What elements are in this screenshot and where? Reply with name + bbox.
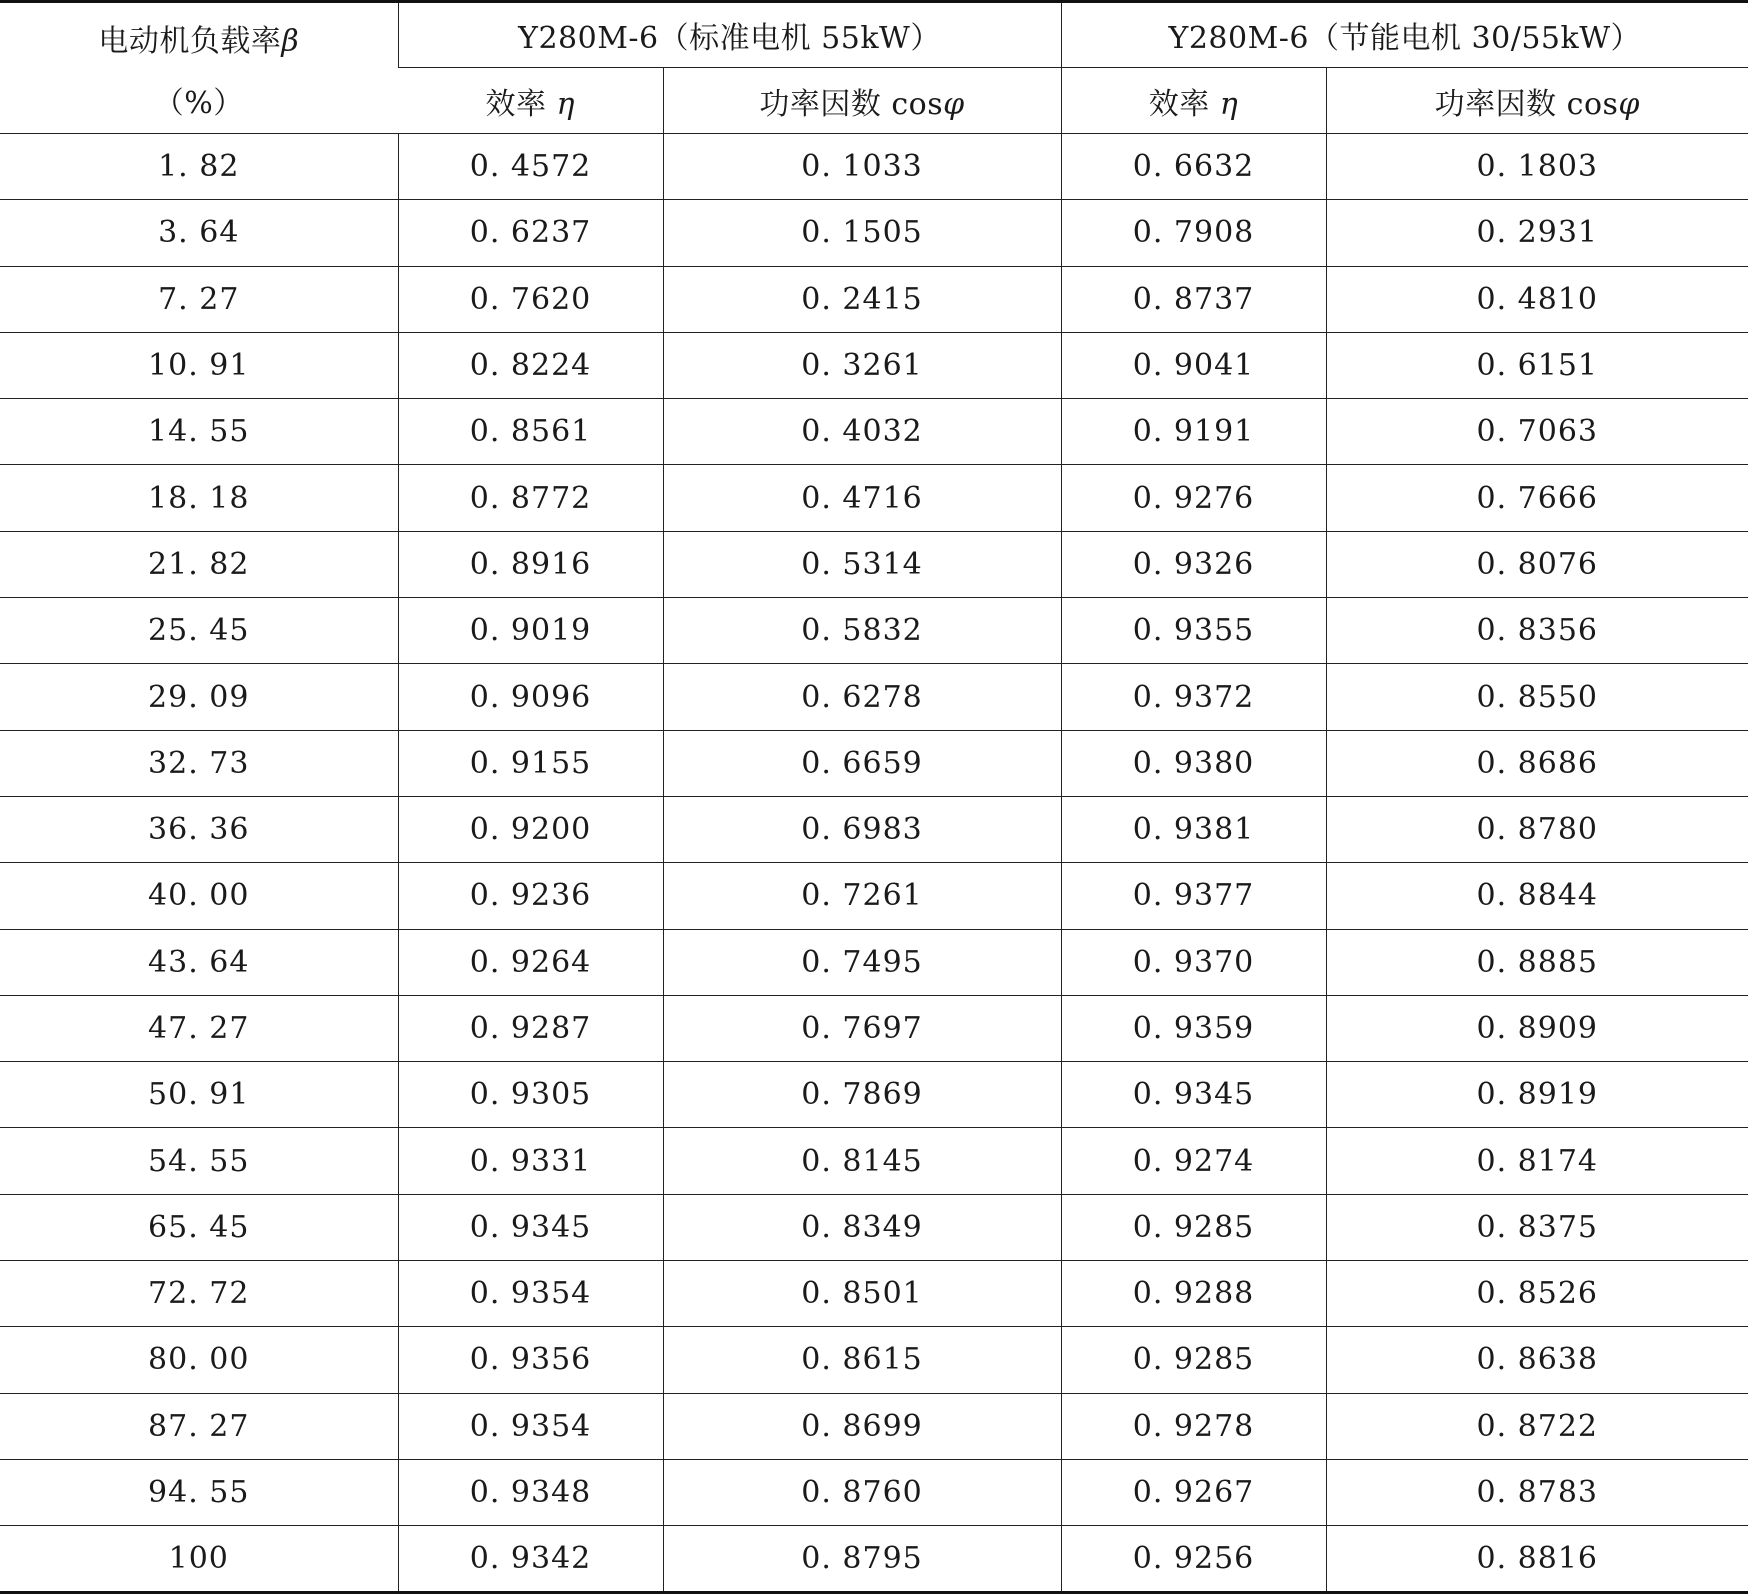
standard-motor-group-header: Y280M-6（标准电机 55kW） xyxy=(398,2,1061,68)
load-rate-cell: 14. 55 xyxy=(0,399,398,465)
table-row xyxy=(0,200,1748,266)
standard-power-factor-cell: 0. 5832 xyxy=(663,598,1061,664)
load-rate-cell: 3. 64 xyxy=(0,200,398,266)
standard-power-factor-cell: 0. 1033 xyxy=(663,134,1061,200)
saving-efficiency-cell: 0. 9191 xyxy=(1061,399,1326,465)
beta-symbol: β xyxy=(281,24,300,59)
saving-efficiency-cell: 0. 9326 xyxy=(1061,531,1326,597)
table-row xyxy=(0,863,1748,929)
standard-efficiency-cell: 0. 8916 xyxy=(398,531,663,597)
load-rate-cell: 43. 64 xyxy=(0,929,398,995)
load-rate-cell: 40. 00 xyxy=(0,863,398,929)
table-row xyxy=(0,1128,1748,1194)
load-rate-cell: 21. 82 xyxy=(0,531,398,597)
saving-power-factor-cell: 0. 8686 xyxy=(1326,730,1748,796)
standard-efficiency-cell: 0. 8224 xyxy=(398,332,663,398)
standard-power-factor-cell: 0. 4032 xyxy=(663,399,1061,465)
saving-efficiency-cell: 0. 9380 xyxy=(1061,730,1326,796)
saving-power-factor-cell: 0. 8780 xyxy=(1326,796,1748,862)
table-row xyxy=(0,1459,1748,1525)
load-rate-cell: 10. 91 xyxy=(0,332,398,398)
standard-efficiency-cell: 0. 8772 xyxy=(398,465,663,531)
standard-power-factor-cell: 0. 2415 xyxy=(663,266,1061,332)
standard-efficiency-cell: 0. 9331 xyxy=(398,1128,663,1194)
standard-power-factor-cell: 0. 6983 xyxy=(663,796,1061,862)
standard-power-factor-cell: 0. 8795 xyxy=(663,1526,1061,1592)
saving-power-factor-cell: 0. 4810 xyxy=(1326,266,1748,332)
saving-power-factor-cell: 0. 1803 xyxy=(1326,134,1748,200)
standard-power-factor-cell: 0. 7261 xyxy=(663,863,1061,929)
saving-efficiency-cell: 0. 9267 xyxy=(1061,1459,1326,1525)
saving-power-factor-cell: 0. 8783 xyxy=(1326,1459,1748,1525)
saving-power-factor-cell: 0. 8885 xyxy=(1326,929,1748,995)
standard-power-factor-cell: 0. 8349 xyxy=(663,1194,1061,1260)
standard-power-factor-cell: 0. 7697 xyxy=(663,995,1061,1061)
load-rate-cell: 80. 00 xyxy=(0,1327,398,1393)
saving-power-factor-cell: 0. 8375 xyxy=(1326,1194,1748,1260)
load-rate-cell: 18. 18 xyxy=(0,465,398,531)
saving-efficiency-cell: 0. 9285 xyxy=(1061,1327,1326,1393)
standard-efficiency-cell: 0. 9345 xyxy=(398,1194,663,1260)
standard-power-factor-cell: 0. 8699 xyxy=(663,1393,1061,1459)
table-row xyxy=(0,995,1748,1061)
load-rate-cell: 65. 45 xyxy=(0,1194,398,1260)
standard-efficiency-cell: 0. 9354 xyxy=(398,1261,663,1327)
standard-power-factor-cell: 0. 6659 xyxy=(663,730,1061,796)
load-rate-cell: 7. 27 xyxy=(0,266,398,332)
saving-power-factor-cell: 0. 8919 xyxy=(1326,1062,1748,1128)
standard-power-factor-cell: 0. 8145 xyxy=(663,1128,1061,1194)
table-row xyxy=(0,1393,1748,1459)
table-row xyxy=(0,531,1748,597)
load-rate-cell: 25. 45 xyxy=(0,598,398,664)
standard-power-factor-cell: 0. 8760 xyxy=(663,1459,1061,1525)
load-rate-label: 电动机负载率 xyxy=(98,24,282,59)
standard-efficiency-cell: 0. 9287 xyxy=(398,995,663,1061)
table-row xyxy=(0,730,1748,796)
saving-power-factor-cell: 0. 8909 xyxy=(1326,995,1748,1061)
saving-efficiency-cell: 0. 9276 xyxy=(1061,465,1326,531)
efficiency-label: 效率 xyxy=(485,86,547,122)
saving-efficiency-header xyxy=(1061,68,1326,134)
standard-efficiency-cell: 0. 9019 xyxy=(398,598,663,664)
saving-efficiency-cell: 0. 9345 xyxy=(1061,1062,1326,1128)
standard-power-factor-cell: 0. 7495 xyxy=(663,929,1061,995)
saving-power-factor-cell: 0. 7666 xyxy=(1326,465,1748,531)
saving-efficiency-cell: 0. 8737 xyxy=(1061,266,1326,332)
load-rate-cell: 100 xyxy=(0,1526,398,1592)
saving-efficiency-cell: 0. 9041 xyxy=(1061,332,1326,398)
table-row xyxy=(0,134,1748,200)
standard-power-factor-cell: 0. 6278 xyxy=(663,664,1061,730)
saving-efficiency-cell: 0. 9359 xyxy=(1061,995,1326,1061)
load-rate-cell: 72. 72 xyxy=(0,1261,398,1327)
standard-efficiency-cell: 0. 9354 xyxy=(398,1393,663,1459)
standard-efficiency-cell: 0. 6237 xyxy=(398,200,663,266)
standard-power-factor-cell: 0. 1505 xyxy=(663,200,1061,266)
load-rate-cell: 47. 27 xyxy=(0,995,398,1061)
saving-efficiency-cell: 0. 9285 xyxy=(1061,1194,1326,1260)
saving-efficiency-cell: 0. 9274 xyxy=(1061,1128,1326,1194)
standard-efficiency-cell: 0. 9200 xyxy=(398,796,663,862)
eta-symbol: η xyxy=(556,86,576,122)
standard-power-factor-cell: 0. 4716 xyxy=(663,465,1061,531)
table-row xyxy=(0,1194,1748,1260)
load-rate-cell: 32. 73 xyxy=(0,730,398,796)
standard-efficiency-cell: 0. 9356 xyxy=(398,1327,663,1393)
header-row-1 xyxy=(0,2,1748,68)
table-row xyxy=(0,1261,1748,1327)
saving-power-factor-cell: 0. 8174 xyxy=(1326,1128,1748,1194)
saving-power-factor-cell: 0. 8722 xyxy=(1326,1393,1748,1459)
standard-efficiency-cell: 0. 9155 xyxy=(398,730,663,796)
standard-power-factor-header xyxy=(663,68,1061,134)
load-rate-cell: 94. 55 xyxy=(0,1459,398,1525)
efficiency-label: 效率 xyxy=(1148,86,1210,122)
saving-power-factor-header xyxy=(1326,68,1748,134)
saving-efficiency-cell: 0. 9381 xyxy=(1061,796,1326,862)
standard-efficiency-header xyxy=(398,68,663,134)
phi-symbol: φ xyxy=(943,86,965,122)
saving-power-factor-cell: 0. 8526 xyxy=(1326,1261,1748,1327)
table-row xyxy=(0,664,1748,730)
saving-power-factor-cell: 0. 2931 xyxy=(1326,200,1748,266)
standard-power-factor-cell: 0. 8615 xyxy=(663,1327,1061,1393)
saving-efficiency-cell: 0. 9256 xyxy=(1061,1526,1326,1592)
standard-efficiency-cell: 0. 9096 xyxy=(398,664,663,730)
energy-saving-motor-group-header: Y280M-6（节能电机 30/55kW） xyxy=(1061,2,1748,68)
saving-power-factor-cell: 0. 8638 xyxy=(1326,1327,1748,1393)
standard-efficiency-cell: 0. 7620 xyxy=(398,266,663,332)
percent-unit-label: （%） xyxy=(153,86,244,121)
phi-symbol: φ xyxy=(1618,86,1640,122)
standard-efficiency-cell: 0. 9236 xyxy=(398,863,663,929)
standard-power-factor-cell: 0. 5314 xyxy=(663,531,1061,597)
saving-efficiency-cell: 0. 9370 xyxy=(1061,929,1326,995)
saving-efficiency-cell: 0. 9278 xyxy=(1061,1393,1326,1459)
saving-efficiency-cell: 0. 7908 xyxy=(1061,200,1326,266)
eta-symbol: η xyxy=(1219,86,1239,122)
standard-efficiency-cell: 0. 4572 xyxy=(398,134,663,200)
saving-power-factor-cell: 0. 8356 xyxy=(1326,598,1748,664)
saving-power-factor-cell: 0. 8076 xyxy=(1326,531,1748,597)
power-factor-label: 功率因数 cos xyxy=(759,86,944,122)
table-row xyxy=(0,1327,1748,1393)
saving-efficiency-cell: 0. 9288 xyxy=(1061,1261,1326,1327)
load-rate-cell: 36. 36 xyxy=(0,796,398,862)
saving-power-factor-cell: 0. 8844 xyxy=(1326,863,1748,929)
table-row xyxy=(0,598,1748,664)
saving-power-factor-cell: 0. 6151 xyxy=(1326,332,1748,398)
table-row xyxy=(0,1062,1748,1128)
table-row xyxy=(0,399,1748,465)
table-row xyxy=(0,796,1748,862)
saving-efficiency-cell: 0. 9355 xyxy=(1061,598,1326,664)
saving-efficiency-cell: 0. 6632 xyxy=(1061,134,1326,200)
table-body xyxy=(0,134,1748,1593)
standard-power-factor-cell: 0. 7869 xyxy=(663,1062,1061,1128)
load-rate-cell: 50. 91 xyxy=(0,1062,398,1128)
load-rate-cell: 29. 09 xyxy=(0,664,398,730)
saving-power-factor-cell: 0. 7063 xyxy=(1326,399,1748,465)
standard-power-factor-cell: 0. 8501 xyxy=(663,1261,1061,1327)
saving-power-factor-cell: 0. 8550 xyxy=(1326,664,1748,730)
table-row xyxy=(0,1526,1748,1592)
saving-efficiency-cell: 0. 9377 xyxy=(1061,863,1326,929)
load-rate-cell: 87. 27 xyxy=(0,1393,398,1459)
load-rate-cell: 1. 82 xyxy=(0,134,398,200)
standard-power-factor-cell: 0. 3261 xyxy=(663,332,1061,398)
table-row xyxy=(0,266,1748,332)
table-row xyxy=(0,929,1748,995)
standard-efficiency-cell: 0. 9348 xyxy=(398,1459,663,1525)
power-factor-label: 功率因数 cos xyxy=(1434,86,1619,122)
table-row xyxy=(0,465,1748,531)
standard-efficiency-cell: 0. 9305 xyxy=(398,1062,663,1128)
saving-efficiency-cell: 0. 9372 xyxy=(1061,664,1326,730)
table-row xyxy=(0,332,1748,398)
standard-efficiency-cell: 0. 8561 xyxy=(398,399,663,465)
standard-efficiency-cell: 0. 9342 xyxy=(398,1526,663,1592)
load-rate-header xyxy=(0,2,398,134)
saving-power-factor-cell: 0. 8816 xyxy=(1326,1526,1748,1592)
load-rate-cell: 54. 55 xyxy=(0,1128,398,1194)
standard-efficiency-cell: 0. 9264 xyxy=(398,929,663,995)
